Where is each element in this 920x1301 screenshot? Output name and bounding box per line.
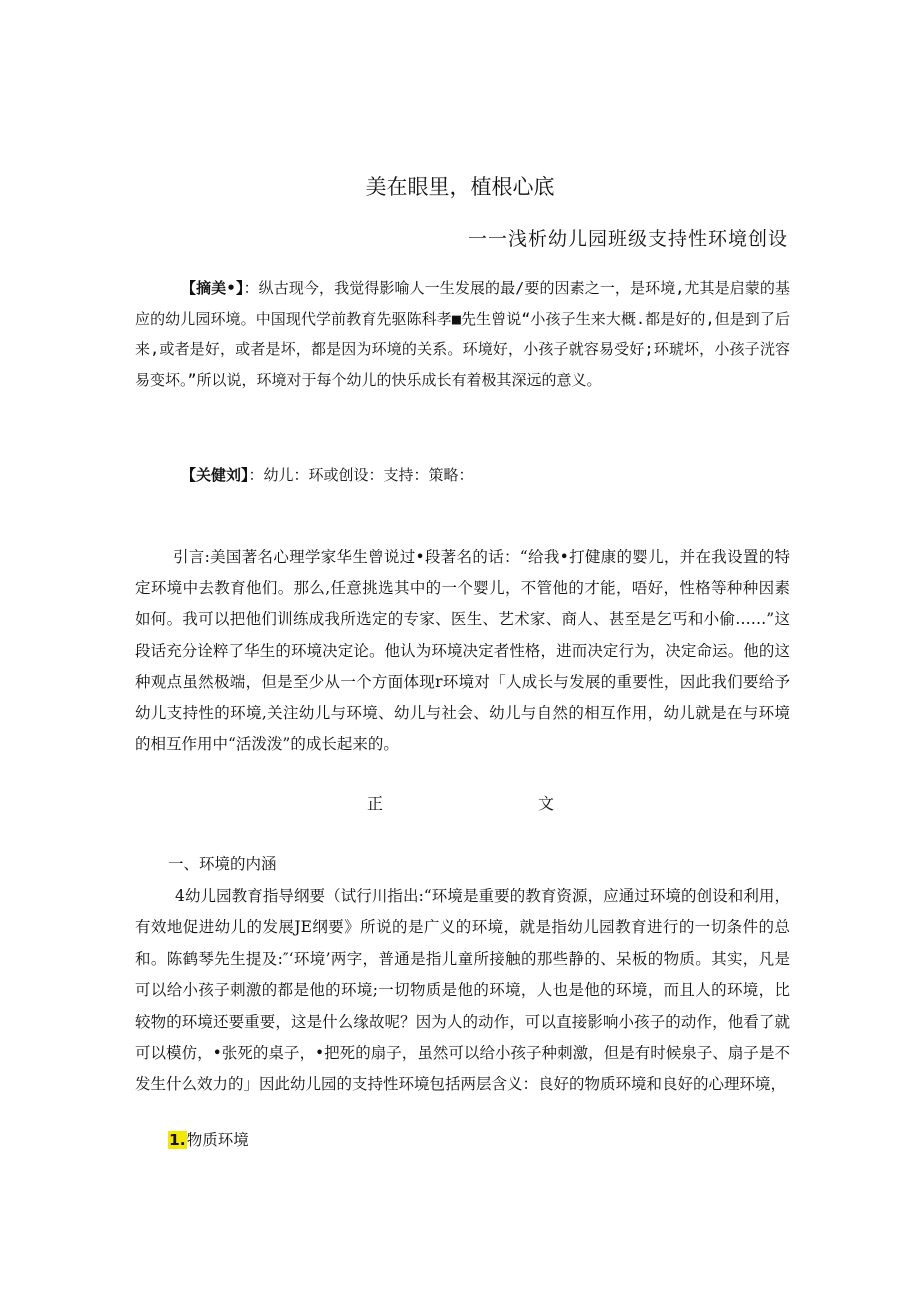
- section-heading-char-2: 文: [538, 794, 555, 813]
- intro-paragraph: 引言:美国著名心理学家华生曾说过•段著名的话：“给我•打健康的婴儿，并在我设置的特定环境中去教育他们。那么,任意挑选其中的一个婴儿，不管他的才能，唔好，性格等种种因素如何。我可以把他们训练成我所选定的专家、医生、艺术家、商人、甚至是乞丐和小偷……”这段话充分诠粹了华生的环境决定论。他认为环境决定者性格，进而决定行为，决定命运。他的这种观点虽然极端，但是至少从一个方面体现r环境对「人成长与发展的重要性，因此我们要给予幼儿支持性的环境,关注幼儿与环境、幼儿与社会、幼儿与自然的相互作用，幼儿就是在与环境的相互作用中“活泼泼”的成长起来的。: [135, 548, 790, 754]
- keywords-text: ：幼儿：环或创设：支持：策略：: [248, 466, 474, 484]
- highlighted-number: 1.: [169, 1131, 186, 1149]
- document-title: 美在眼里，植根心底: [365, 175, 555, 199]
- keywords-paragraph: [135, 460, 790, 490]
- keywords-label: 【关健刘】: [181, 466, 249, 484]
- heading-physical-environment: [168, 1128, 249, 1152]
- abstract-text: ：纵古现今，我觉得影喻人一生发展的最/要的因素之一，是环境,尤其是启蒙的基应的幼儿园环境。中国现代学前教育先驱陈科孝■先生曾说“小孩子生来大概.都是好的,但是到了后来,或者是好，或者是坏，都是因为环境的关系。环境好，小孩子就容易受好;环琥坏，小孩子洸容易变坏。”所以说，环境对于每个幼儿的快乐成长有着极其深远的意义。: [135, 279, 790, 389]
- heading-physical-environment-text: 物质环境: [186, 1131, 249, 1149]
- abstract-label: 【摘美•】: [181, 279, 244, 297]
- body-paragraph-environment: 4幼儿园教育指导纲要（试行川指出:“环境是重要的教育资源，应通过环境的创设和利用，有效地促进幼儿的发展JE纲要》所说的是广义的环境，就是指幼儿园教育进行的一切条件的总和。陈鹤琴先生提及:″‘环境’两字，普通是指儿童所接触的那些静的、呆板的物质。其实，凡是可以给小孩子刺激的都是他的环境;一切物质是他的环境，人也是他的环境，而且人的环境，比较物的环境还要重要，这是什么缘故呢？因为人的动作，可以直接影响小孩子的动作，他看了就可以模仿，•张死的桌子，•把死的扇子，虽然可以给小孩子种刺激，但是有时候泉子、扇子是不发生什么效力的」因此幼儿园的支持性环境包括两层含义：良好的物质环境和良好的心理环境，: [135, 887, 790, 1094]
- section-heading-char-1: 正: [367, 794, 384, 813]
- abstract-paragraph: [135, 273, 790, 395]
- document-subtitle: 一一浅析幼儿园班级支持性环境创设: [467, 228, 788, 250]
- heading-environment-meaning: 一、环境的内涵: [168, 855, 277, 873]
